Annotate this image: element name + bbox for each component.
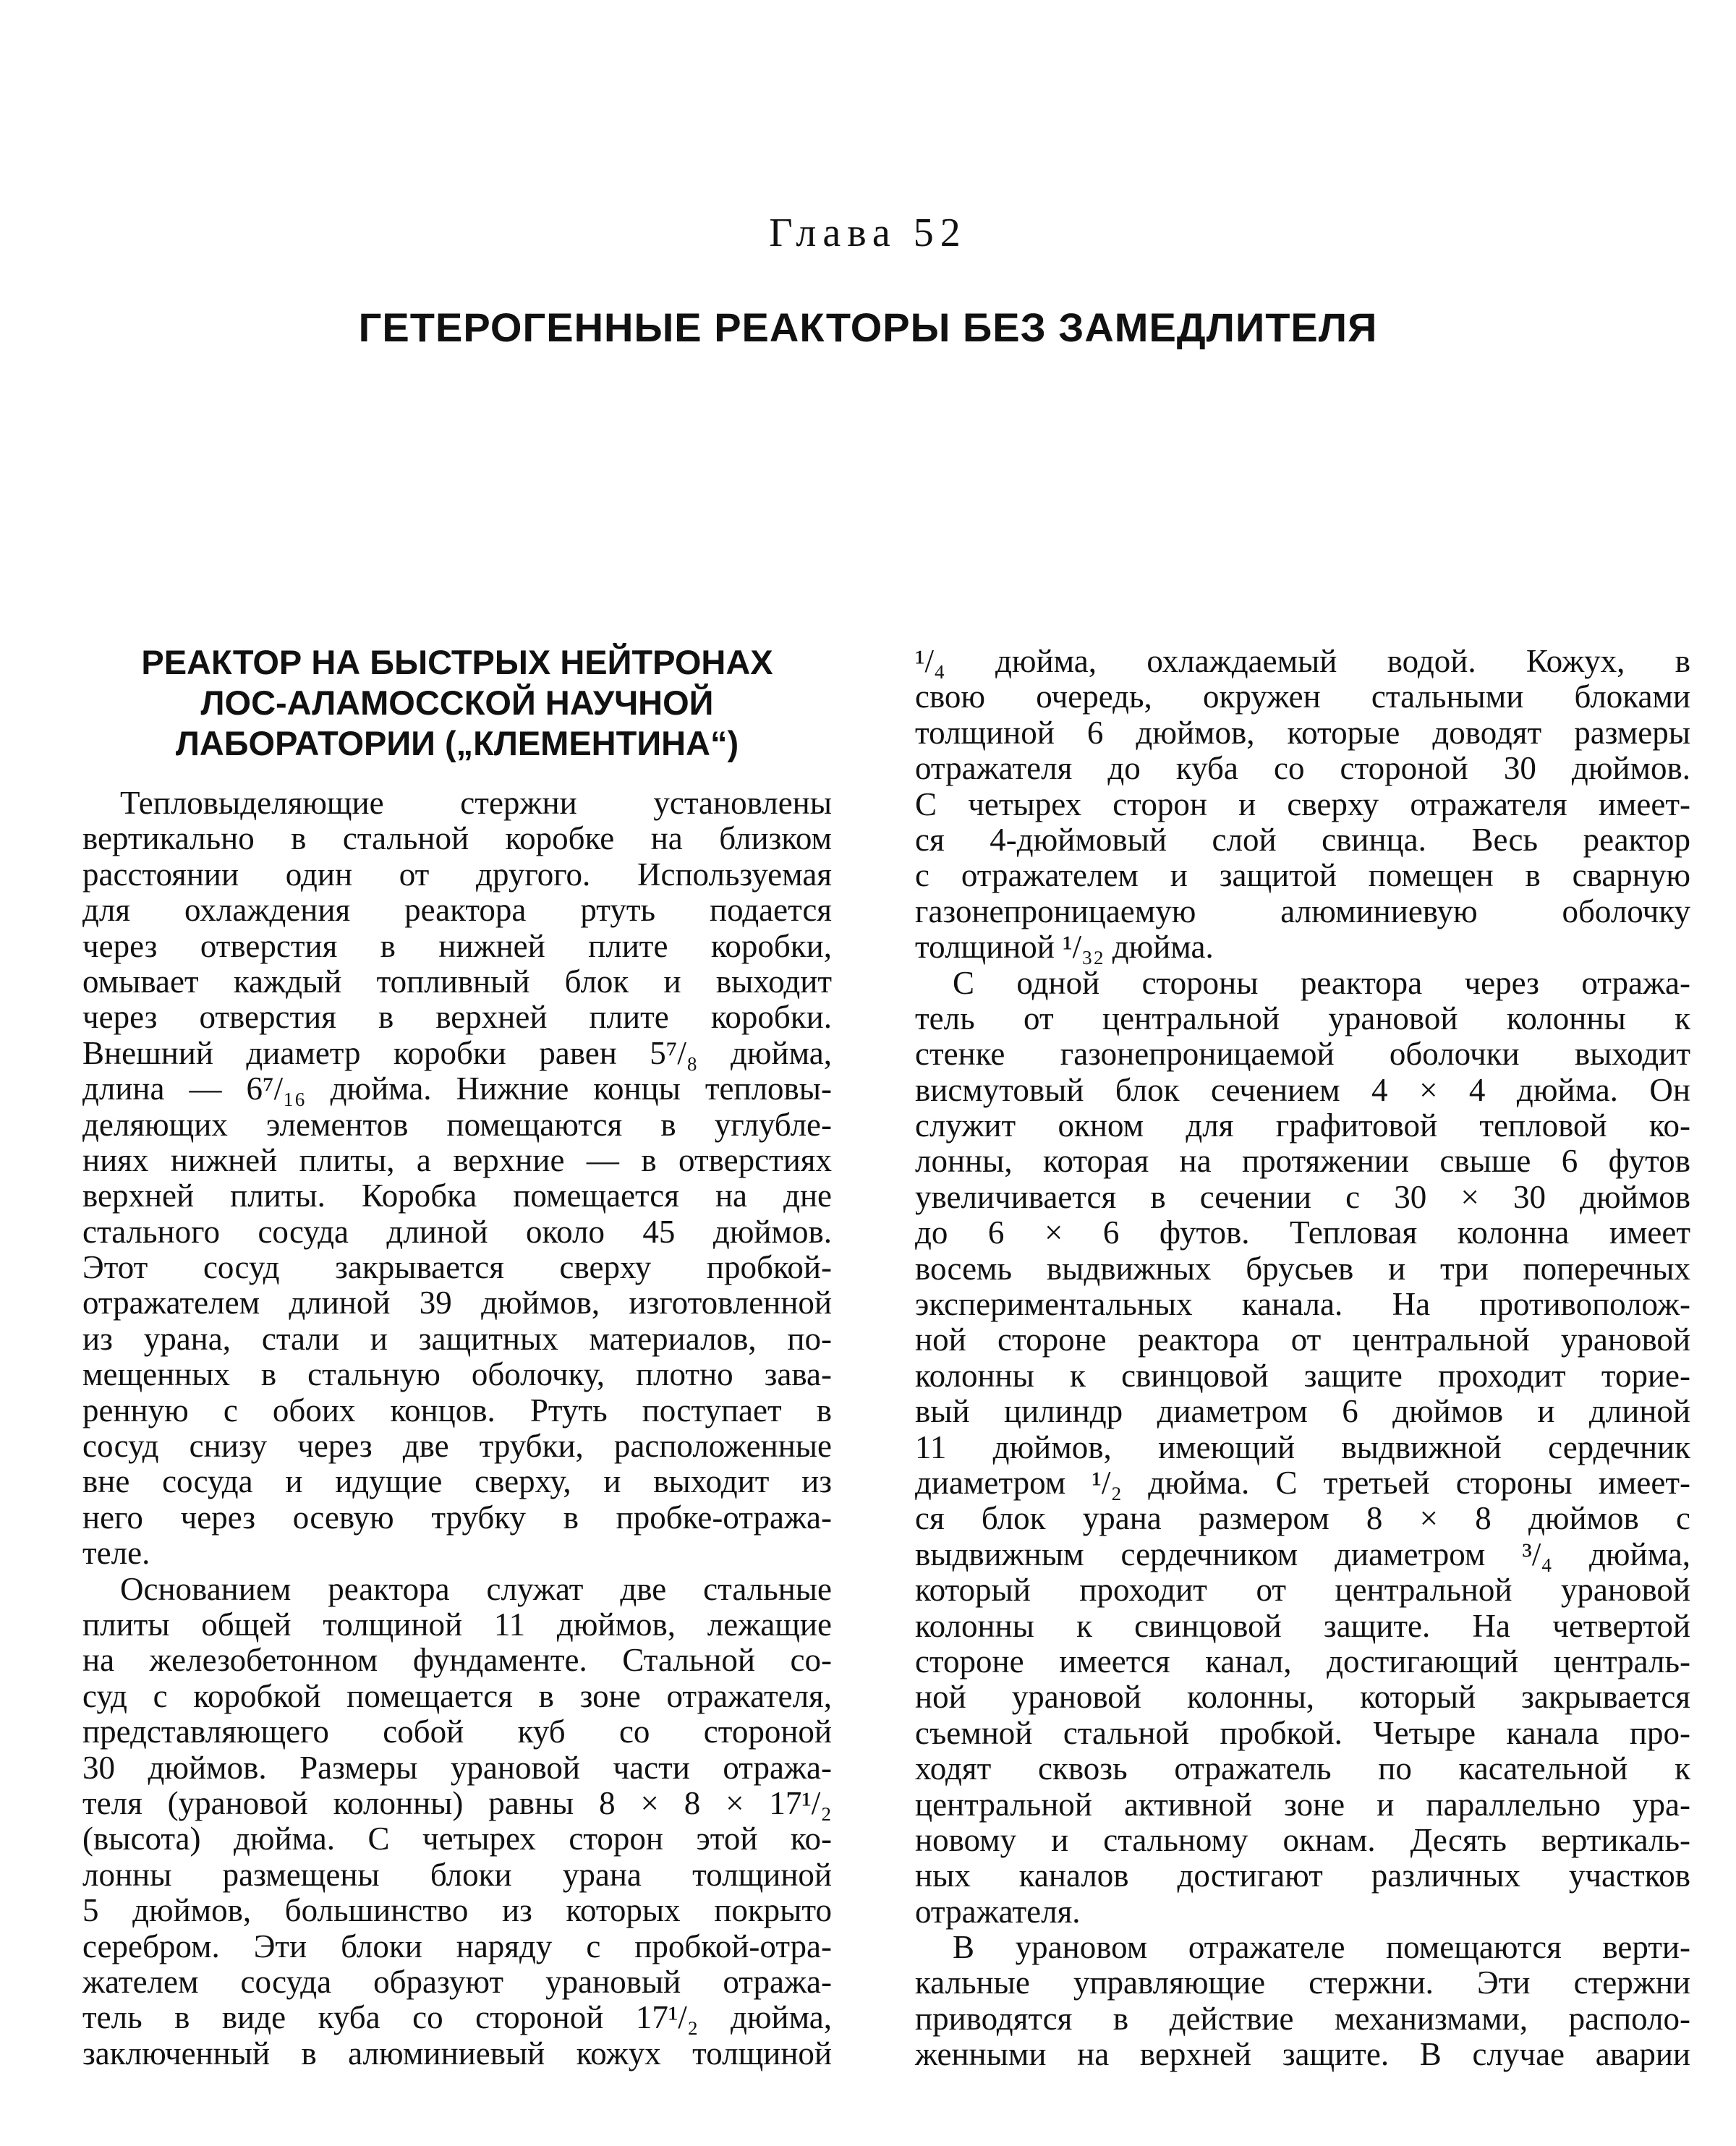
- text-line: Этот сосуд закрывается сверху пробкой-: [82, 1249, 832, 1286]
- text-line: из урана, стали и защитных материалов, по-: [82, 1320, 832, 1357]
- text-line: С одной стороны реактора через отража-: [953, 964, 1690, 1001]
- text-line: лонны, которая на протяжении свыше 6 футов: [915, 1143, 1690, 1180]
- text-line: диаметром ¹/₂ дюйма. С третьей стороны имеет-: [915, 1464, 1690, 1501]
- text-line: свою очередь, окружен стальными блоками: [915, 678, 1690, 715]
- paragraph: [915, 1930, 1690, 2073]
- text-line: Основанием реактора служат две стальные: [120, 1570, 832, 1607]
- text-line: приводятся в действие механизмами, располо-: [915, 2000, 1690, 2037]
- text-line: толщиной 6 дюймов, которые доводят размеры: [915, 714, 1690, 751]
- text-line: ной урановой колонны, который закрывается: [915, 1679, 1690, 1716]
- text-line: лонны размещены блоки урана толщиной: [82, 1856, 832, 1893]
- section-heading-line: ЛОС-АЛАМОССКОЙ НАУЧНОЙ: [200, 684, 714, 722]
- text-line: колонны к свинцовой защите проходит торие-: [915, 1357, 1690, 1394]
- text-line: колонны к свинцовой защите. На четвертой: [915, 1607, 1690, 1644]
- text-line: тель в виде куба со стороной 17¹/₂ дюйма,: [82, 1999, 832, 2036]
- text-line: ной стороне реактора от центральной урановой: [915, 1321, 1690, 1358]
- text-line: ся 4-дюймовый слой свинца. Весь реактор: [915, 821, 1690, 858]
- text-line: серебром. Эти блоки наряду с пробкой-отра-: [82, 1928, 832, 1964]
- text-line: до 6 × 6 футов. Тепловая колонна имеет: [915, 1214, 1690, 1251]
- text-line: 11 дюймов, имеющий выдвижной сердечник: [915, 1428, 1690, 1465]
- text-line: теля (урановой колонны) равны 8 × 8 × 17¹/₂: [82, 1784, 832, 1821]
- paragraph: [915, 966, 1690, 1930]
- text-line: через отверстия в верхней плите коробки.: [82, 999, 832, 1036]
- text-line: теле.: [82, 1535, 150, 1572]
- text-line: 5 дюймов, большинство из которых покрыто: [82, 1892, 832, 1929]
- text-line: С четырех сторон и сверху отражателя имеет-: [915, 785, 1690, 822]
- section-heading-line: ЛАБОРАТОРИИ („КЛЕМЕНТИНА“): [175, 724, 739, 762]
- text-line: отражателем длиной 39 дюймов, изготовленной: [82, 1285, 832, 1321]
- section-heading-line: РЕАКТОР НА БЫСТРЫХ НЕЙТРОНАХ: [141, 643, 773, 681]
- text-line: омывает каждый топливный блок и выходит: [82, 963, 832, 1000]
- text-column-left: [82, 785, 832, 2072]
- text-line: него через осевую трубку в пробке-отража-: [82, 1499, 832, 1536]
- paragraph: [915, 644, 1690, 966]
- paragraph: [82, 785, 832, 1572]
- text-line: новому и стальному окнам. Десять вертикаль-: [915, 1821, 1690, 1858]
- text-line: на железобетонном фундаменте. Стальной со-: [82, 1642, 832, 1679]
- text-line: висмутовый блок сечением 4 × 4 дюйма. Он: [915, 1071, 1690, 1108]
- text-line: для охлаждения реактора ртуть подается: [82, 892, 832, 929]
- text-line: отражателя до куба со стороной 30 дюймов.: [915, 750, 1690, 787]
- text-line: расстоянии один от другого. Используемая: [82, 856, 832, 893]
- text-line: экспериментальных канала. На противополож-: [915, 1286, 1690, 1323]
- text-line: ных каналов достигают различных участков: [915, 1857, 1690, 1894]
- text-line: с отражателем и защитой помещен в сварную: [915, 857, 1690, 894]
- text-line: мещенных в стальную оболочку, плотно зава-: [82, 1356, 832, 1393]
- text-line: деляющих элементов помещаются в углубле-: [82, 1106, 832, 1143]
- text-line: стального сосуда длиной около 45 дюймов.: [82, 1213, 832, 1250]
- section-heading: [82, 642, 832, 764]
- text-line: который проходит от центральной урановой: [915, 1572, 1690, 1609]
- chapter-title: ГЕТЕРОГЕННЫЕ РЕАКТОРЫ БЕЗ ЗАМЕДЛИТЕЛЯ: [358, 305, 1378, 350]
- text-line: вертикально в стальной коробке на близком: [82, 820, 832, 857]
- text-line: газонепроницаемую алюминиевую оболочку: [915, 893, 1690, 929]
- text-line: центральной активной зоне и параллельно ура-: [915, 1786, 1690, 1823]
- chapter-number: Глава 52: [769, 210, 967, 255]
- text-line: длина — 6⁷/₁₆ дюйма. Нижние концы тепловы-: [82, 1070, 832, 1107]
- text-line: ¹/₄ дюйма, охлаждаемый водой. Кожух, в: [915, 643, 1690, 679]
- text-line: Внешний диаметр коробки равен 5⁷/₈ дюйма,: [82, 1034, 832, 1071]
- text-line: заключенный в алюминиевый кожух толщиной: [82, 2035, 832, 2072]
- text-line: представляющего собой куб со стороной: [82, 1713, 832, 1750]
- text-line: выдвижным сердечником диаметром ³/₄ дюйма,: [915, 1536, 1690, 1572]
- text-line: ренную с обоих концов. Ртуть поступает в: [82, 1392, 832, 1428]
- text-line: толщиной ¹/₃₂ дюйма.: [915, 929, 1214, 966]
- text-line: восемь выдвижных брусьев и три поперечных: [915, 1250, 1690, 1287]
- text-line: сосуд снизу через две трубки, расположенные: [82, 1428, 832, 1465]
- text-line: отражателя.: [915, 1893, 1081, 1930]
- text-line: Тепловыделяющие стержни установлены: [120, 785, 832, 821]
- text-line: жателем сосуда образуют урановый отража-: [82, 1963, 832, 2000]
- text-line: вый цилиндр диаметром 6 дюймов и длиной: [915, 1393, 1690, 1430]
- text-line: женными на верхней защите. В случае аварии: [915, 2036, 1690, 2073]
- text-column-right: [915, 644, 1690, 2073]
- text-line: (высота) дюйма. С четырех сторон этой ко-: [82, 1821, 832, 1857]
- text-line: верхней плиты. Коробка помещается на дне: [82, 1178, 832, 1214]
- text-line: съемной стальной пробкой. Четыре канала про-: [915, 1714, 1690, 1751]
- text-line: ниях нижней плиты, а верхние — в отверстиях: [82, 1141, 832, 1178]
- text-line: стенке газонепроницаемой оболочки выходит: [915, 1036, 1690, 1073]
- text-line: стороне имеется канал, достигающий централь-: [915, 1643, 1690, 1679]
- text-line: увеличивается в сечении с 30 × 30 дюймов: [915, 1178, 1690, 1215]
- text-line: ся блок урана размером 8 × 8 дюймов с: [915, 1500, 1690, 1537]
- text-line: суд с коробкой помещается в зоне отражателя,: [82, 1677, 832, 1714]
- text-line: кальные управляющие стержни. Эти стержни: [915, 1964, 1690, 2001]
- text-line: 30 дюймов. Размеры урановой части отража-: [82, 1749, 832, 1786]
- text-line: В урановом отражателе помещаются верти-: [953, 1929, 1690, 1966]
- text-line: через отверстия в нижней плите коробки,: [82, 927, 832, 964]
- text-line: плиты общей толщиной 11 дюймов, лежащие: [82, 1606, 832, 1643]
- paragraph: [82, 1572, 832, 2072]
- text-line: тель от центральной урановой колонны к: [915, 1000, 1690, 1036]
- text-line: вне сосуда и идущие сверху, и выходит из: [82, 1463, 832, 1500]
- text-line: ходят сквозь отражатель по касательной к: [915, 1750, 1690, 1787]
- text-line: служит окном для графитовой тепловой ко-: [915, 1107, 1690, 1144]
